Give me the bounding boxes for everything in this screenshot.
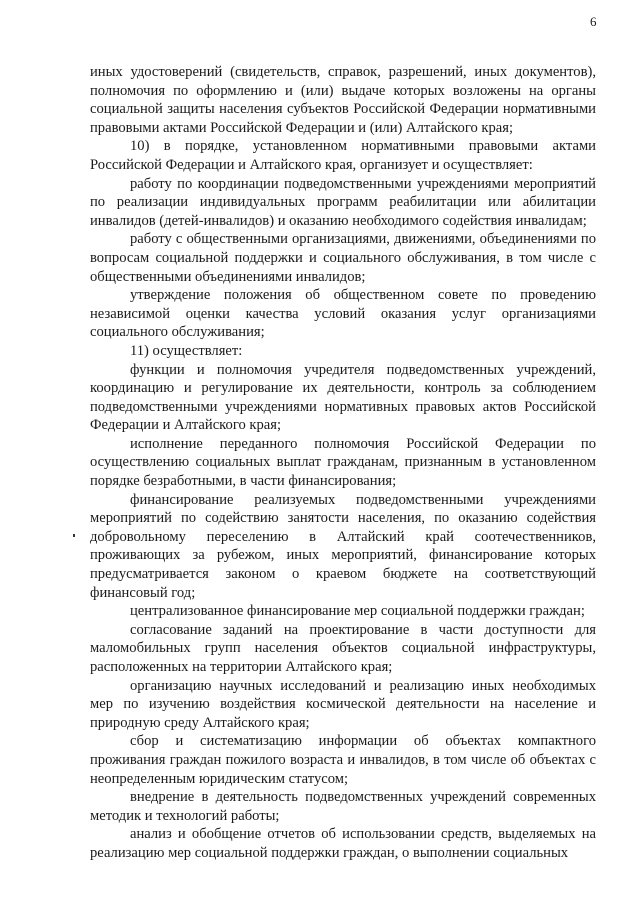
paragraph: иных удостоверений (свидетельств, справок, разрешений, иных документов), полномочия по оформлению и (или) выдаче которых возложены на органы социальной защиты населения субъектов Российской Федерации нормативными правовыми актами Российской Федерации и (или) Алтайского края; (90, 64, 596, 136)
scan-speck (73, 534, 75, 537)
paragraph: внедрение в деятельность подведомственных учреждений современных методик и технологий работы; (90, 789, 596, 824)
paragraph: 11) осуществляет: (130, 342, 243, 359)
paragraph: 10) в порядке, установленном нормативными правовыми актами Российской Федерации и Алтайского края, организует и осуществляет: (90, 138, 596, 173)
paragraph: согласование заданий на проектирование в части доступности для маломобильных групп населения объектов социальной инфраструктуры, расположенных на территории Алтайского края; (90, 621, 596, 675)
paragraph: функции и полномочия учредителя подведомственных учреждений, координацию и регулирование их деятельности, контроль за соблюдением подведомственными учреждениями нормативных правовых актов Российской Федерации и Алтайского края; (90, 361, 596, 434)
paragraph: централизованное финансирование мер социальной поддержки граждан; (130, 603, 585, 620)
paragraph: организацию научных исследований и реализацию иных необходимых мер по изучению воздействия космической деятельности на население и природную среду Алтайского края; (90, 677, 596, 731)
paragraph: анализ и обобщение отчетов об использовании средств, выделяемых на реализацию мер социальной поддержки граждан, о выполнении социальных (90, 826, 596, 861)
paragraph: сбор и систематизацию информации об объектах компактного проживания граждан пожилого возраста и инвалидов, в том числе об объектах с неопределенным юридическим статусом; (90, 733, 596, 787)
paragraph: работу с общественными организациями, движениями, объединениями по вопросам социальной поддержки и социального обслуживания, в том числе с общественными объединениями инвалидов; (90, 231, 596, 285)
document-body (90, 63, 596, 863)
page-number: 6 (590, 14, 597, 29)
paragraph: работу по координации подведомственными учреждениями мероприятий по реализации индивидуальных программ реабилитации или абилитации инвалидов (детей-инвалидов) и оказанию необходимого содействия инвалидам; (90, 175, 596, 229)
paragraph: исполнение переданного полномочия Российской Федерации по осуществлению социальных выплат гражданам, признанным в установленном порядке безработными, в части финансирования; (90, 435, 596, 490)
paragraph: утверждение положения об общественном совете по проведению независимой оценки качества условий оказания услуг организациями социального обслуживания; (90, 287, 596, 341)
paragraph: финансирование реализуемых подведомственными учреждениями мероприятий по содействию занятости населения, по оказанию содействия добровольному переселению в Алтайский край соотечественников, проживающих за рубежом, иных мероприятий, финансирование которых предусматривается законом о краевом бюджете на соответствующий финансовый год; (90, 491, 596, 601)
